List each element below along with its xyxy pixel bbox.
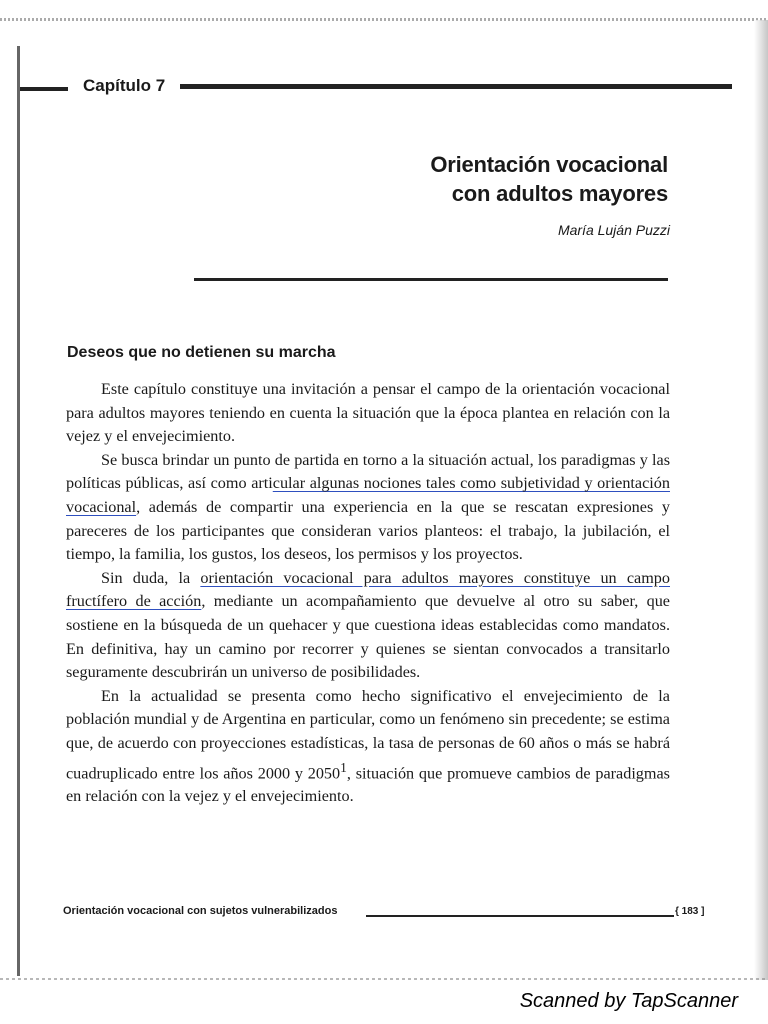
paragraph-4-text-after: , situación que promueve cambios de paradigmas en relación con la vejez y el envejecimiento.	[66, 763, 670, 806]
chapter-title	[430, 150, 668, 208]
section-heading: Deseos que no detienen su marcha	[67, 344, 336, 361]
scan-border-bottom	[0, 978, 768, 980]
page-left-edge	[17, 46, 20, 976]
paragraph-2-text-before: Se busca brindar un punto de partida en torno a la situación actual, los paradigmas y las políticas públicas, así como arti	[66, 450, 670, 493]
page-footer	[63, 905, 708, 923]
chapter-rule-left	[20, 87, 68, 91]
paragraph-4	[66, 685, 670, 809]
scanner-watermark: Scanned by TapScanner	[519, 990, 738, 1012]
page-number-value: 183	[681, 906, 699, 917]
page-number: { 183 ]	[675, 906, 705, 917]
page-right-edge	[754, 20, 768, 980]
paragraph-2-text-after: , además de compartir una experiencia en la que se rescatan expresiones y pareceres de los participantes que consideran varios planteos: el trabajo, la jubilación, el tiempo, la familia, los gustos, los deseos, los permisos y los proyectos.	[66, 497, 670, 564]
title-rule	[194, 278, 668, 281]
paragraph-3	[66, 567, 670, 685]
pen-underlined-text: orientación vocacional para adultos mayores constituye un campo fructífero de acción	[66, 568, 670, 611]
footer-rule	[366, 915, 674, 917]
chapter-rule-right	[180, 84, 732, 89]
body-text	[66, 378, 670, 809]
chapter-header	[20, 78, 732, 98]
paragraph-1: Este capítulo constituye una invitación a pensar el campo de la orientación vocacional para adultos mayores teniendo en cuenta la situación que la época plantea en relación con la vejez y el envejecimiento.	[66, 380, 670, 446]
scan-border-top	[0, 18, 768, 21]
chapter-label: Capítulo 7	[83, 76, 166, 95]
chapter-title-line-1: Orientación vocacional	[430, 152, 668, 177]
paragraph-2	[66, 449, 670, 567]
pen-underlined-text: cular algunas nociones tales como subjetividad y orientación vocacional	[66, 474, 670, 516]
chapter-title-line-2: con adultos mayores	[451, 181, 668, 206]
paragraph-4-text-before: En la actualidad se presenta como hecho significativo el envejecimiento de la población mundial y de Argentina en particular, como un fenómeno sin precedente; se estima que, de acuerdo con proyecciones estadísticas, la tasa de personas de 60 años o más se habrá cuadruplicado entre los años 2000 y 2050	[66, 686, 670, 782]
footer-book-title: Orientación vocacional con sujetos vulnerabilizados	[63, 905, 338, 917]
author-name: María Luján Puzzi	[557, 222, 670, 238]
paragraph-3-text-after: , mediante un acompañamiento que devuelve al otro su saber, que sostiene en la búsqueda de un quehacer y que cuestiona ideas establecidas como mandatos. En definitiva, hay un camino por recorrer y quienes se sientan convocados a transitarlo seguramente descubrirán un universo de posibilidades.	[66, 592, 670, 682]
footnote-reference: 1	[340, 759, 347, 775]
paragraph-3-text-before: Sin duda, la	[101, 568, 201, 587]
